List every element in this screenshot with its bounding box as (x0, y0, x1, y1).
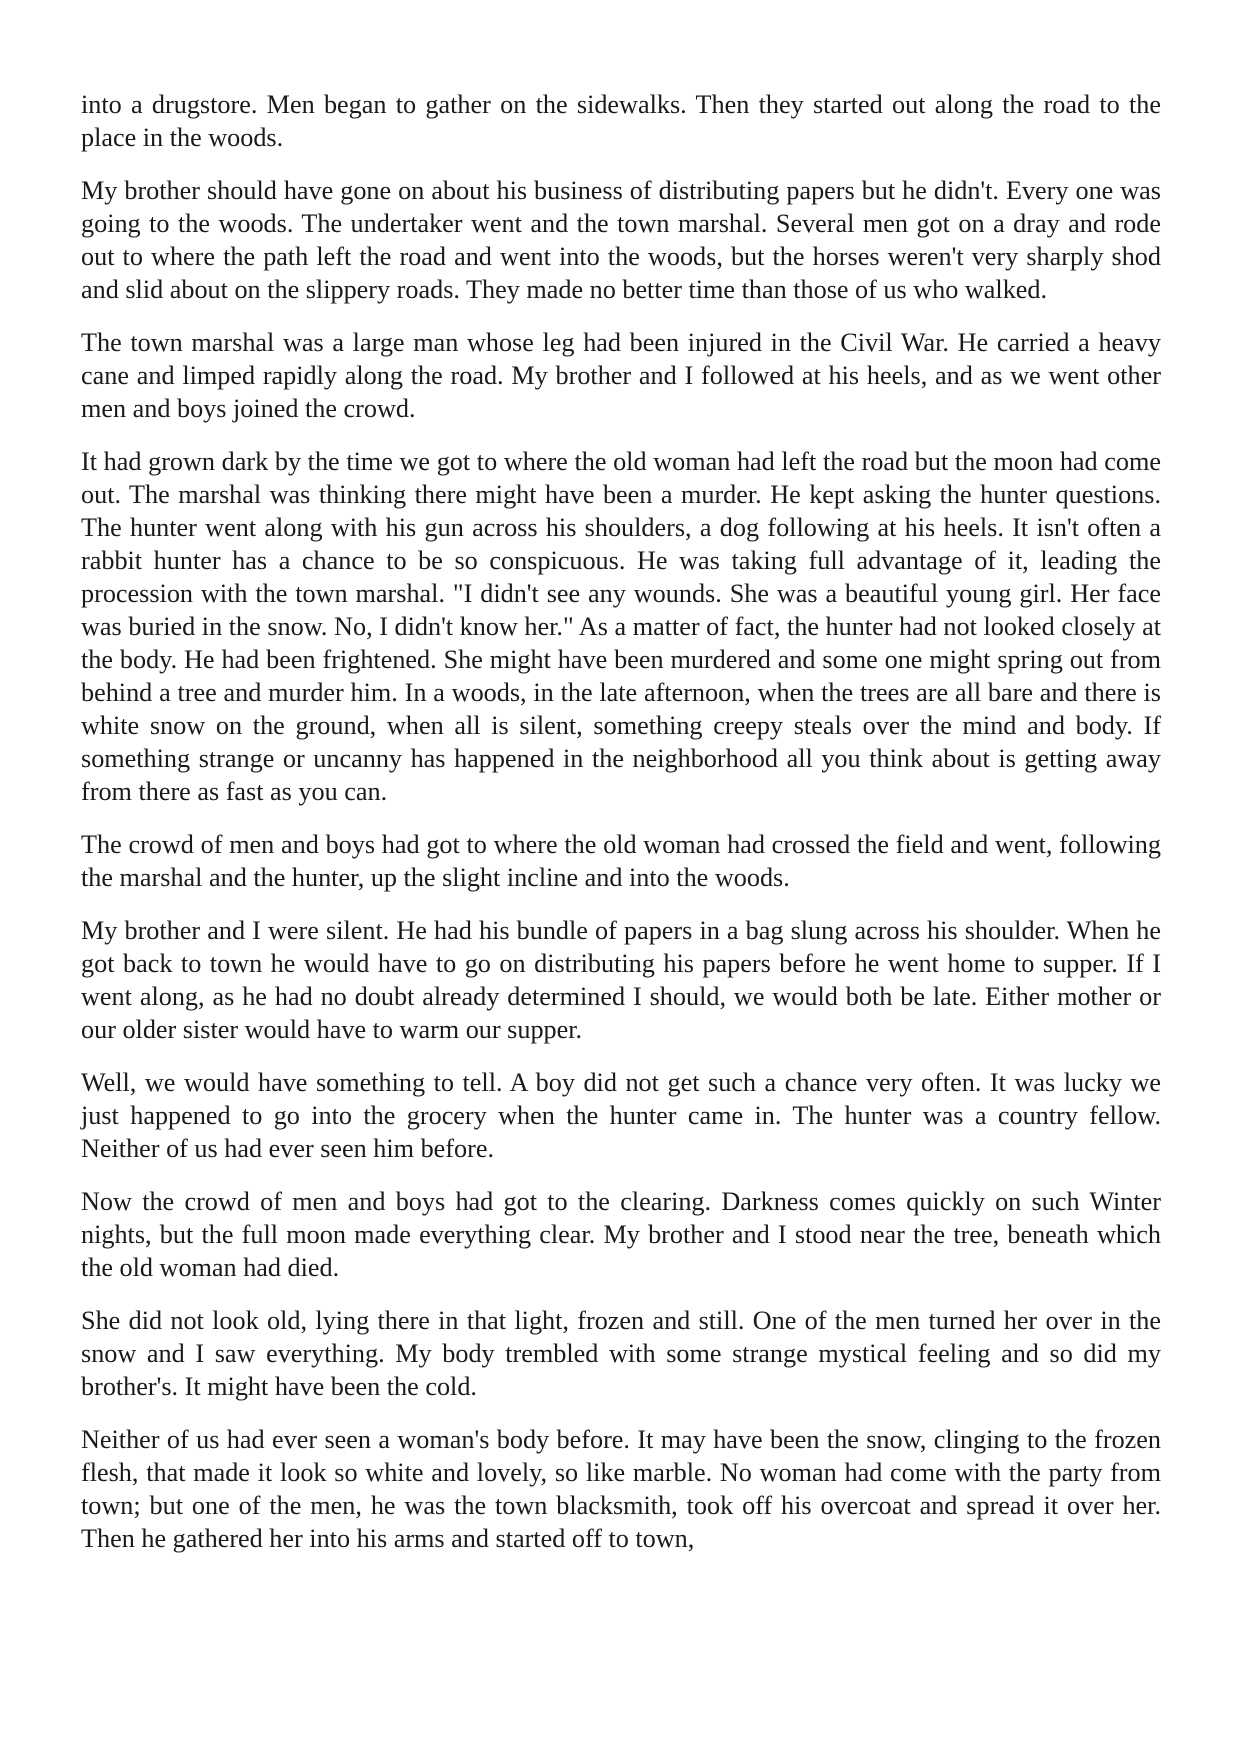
paragraph: Now the crowd of men and boys had got to the clearing. Darkness comes quickly on such Winter nights, but the full moon made everything clear. My brother and I stood near the tree, beneath which the old woman had died. (81, 1187, 1161, 1282)
paragraph: She did not look old, lying there in that light, frozen and still. One of the men turned her over in the snow and I saw everything. My body trembled with some strange mystical feeling and so did my brother's. It might have been the cold. (81, 1306, 1161, 1401)
paragraph: The town marshal was a large man whose leg had been injured in the Civil War. He carried a heavy cane and limped rapidly along the road. My brother and I followed at his heels, and as we went other men and boys joined the crowd. (81, 328, 1161, 423)
paragraph: My brother and I were silent. He had his bundle of papers in a bag slung across his shoulder. When he got back to town he would have to go on distributing his papers before he went home to supper. If I went along, as he had no doubt already determined I should, we would both be late. Either mother or our older sister would have to warm our supper. (81, 916, 1161, 1044)
paragraph: The crowd of men and boys had got to where the old woman had crossed the field and went, following the marshal and the hunter, up the slight incline and into the woods. (81, 830, 1161, 892)
paragraph: into a drugstore. Men began to gather on the sidewalks. Then they started out along the road to the place in the woods. (81, 90, 1161, 152)
paragraph: It had grown dark by the time we got to where the old woman had left the road but the moon had come out. The marshal was thinking there might have been a murder. He kept asking the hunter questions. The hunter went along with his gun across his shoulders, a dog following at his heels. It isn't often a rabbit hunter has a chance to be so conspicuous. He was taking full advantage of it, leading the procession with the town marshal. "I didn't see any wounds. She was a beautiful young girl. Her face was buried in the snow. No, I didn't know her." As a matter of fact, the hunter had not looked closely at the body. He had been frightened. She might have been murdered and some one might spring out from behind a tree and murder him. In a woods, in the late afternoon, when the trees are all bare and there is white snow on the ground, when all is silent, something creepy steals over the mind and body. If something strange or uncanny has happened in the neighborhood all you think about is getting away from there as fast as you can. (81, 447, 1161, 806)
paragraph: Well, we would have something to tell. A boy did not get such a chance very often. It was lucky we just happened to go into the grocery when the hunter came in. The hunter was a country fellow. Neither of us had ever seen him before. (81, 1068, 1161, 1163)
document-page (81, 88, 1161, 1575)
paragraph: My brother should have gone on about his business of distributing papers but he didn't. Every one was going to the woods. The undertaker went and the town marshal. Several men got on a dray and rode out to where the path left the road and went into the woods, but the horses weren't very sharply shod and slid about on the slippery roads. They made no better time than those of us who walked. (81, 176, 1161, 304)
paragraph: Neither of us had ever seen a woman's body before. It may have been the snow, clinging to the frozen flesh, that made it look so white and lovely, so like marble. No woman had come with the party from town; but one of the men, he was the town blacksmith, took off his overcoat and spread it over her. Then he gathered her into his arms and started off to town, (81, 1425, 1161, 1553)
